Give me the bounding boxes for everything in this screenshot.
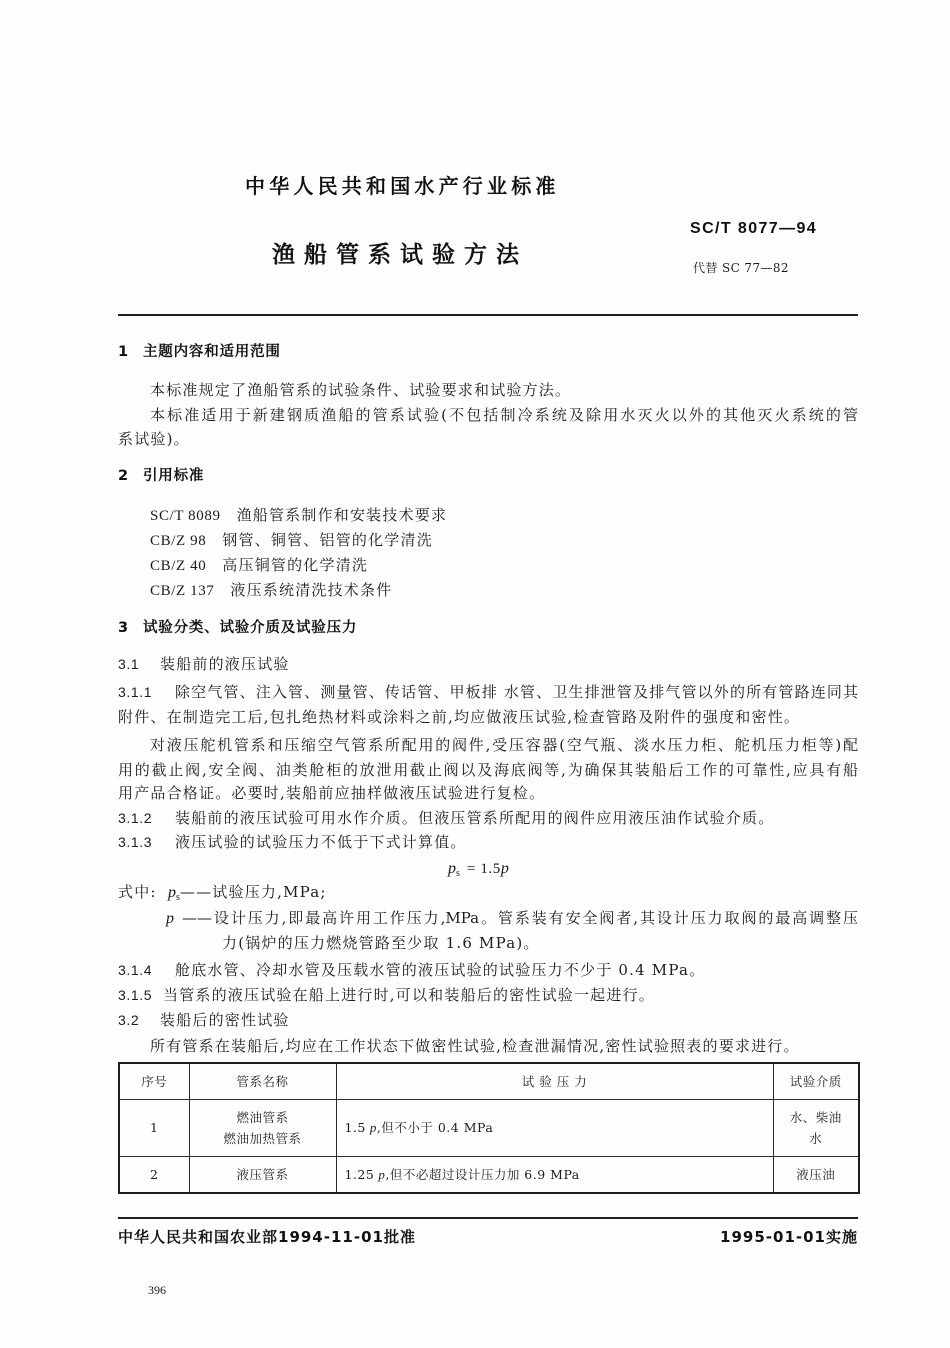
cell-test-medium — [773, 1099, 859, 1156]
reference-code: CB/Z 98 — [150, 533, 207, 549]
pipe-system-name: 液压管系 — [236, 1166, 289, 1182]
document-title: 渔船管系试验方法 — [272, 242, 528, 268]
formula-variable: p — [500, 860, 509, 877]
page-number: 396 — [148, 1283, 166, 1297]
pipe-system-name: 燃油管系 — [236, 1109, 289, 1125]
reference-item — [150, 530, 433, 550]
header-pipe-system: 管系名称 — [189, 1063, 336, 1099]
test-medium: 水 — [809, 1130, 823, 1146]
pressure-variable: p — [369, 1120, 377, 1135]
pressure-condition: ,但不小于 0.4 MPa — [376, 1120, 494, 1135]
clause-3-1-number: 3.1 — [118, 656, 140, 672]
header-rule — [118, 314, 858, 316]
reference-title: 高压铜管的化学清洗 — [222, 556, 369, 574]
symbol-variable-glyph: p — [166, 910, 174, 927]
clause-3-1-1-number: 3.1.1 — [118, 684, 153, 700]
symbol-description: ——试验压力,MPa; — [179, 883, 327, 901]
where-label: 式中: — [118, 883, 157, 901]
clause-3-1-3-text: 液压试验的试验压力不低于下式计算值。 — [175, 833, 467, 851]
clause-3-1-5-text: 当管系的液压试验在船上进行时,可以和装船后的密性试验一起进行。 — [163, 986, 655, 1004]
clause-3-2-number: 3.2 — [118, 1012, 140, 1028]
clause-3-1-1-line: 用产品合格证。必要时,装船前应抽样做液压试验进行复检。 — [118, 784, 546, 802]
clause-3-1-4-number: 3.1.4 — [118, 962, 153, 978]
table-row — [119, 1099, 859, 1156]
clause-3-1-1-line: 对液压舵机管系和压缩空气管系所配用的阀件,受压容器(空气瓶、淡水压力柜、舵机压力柜等)配 — [150, 736, 858, 754]
reference-code: CB/Z 137 — [150, 583, 215, 599]
standard-code: SC/T 8077—94 — [690, 220, 818, 237]
clause-3-2-heading: 装船后的密性试验 — [160, 1011, 290, 1029]
cell-no: 2 — [119, 1156, 189, 1193]
footer-rule — [118, 1217, 858, 1219]
cell-test-pressure — [336, 1099, 773, 1156]
reference-title: 渔船管系制作和安装技术要求 — [236, 506, 448, 524]
formula-variable: p — [448, 860, 456, 877]
clause-3-1-2-text: 装船前的液压试验可用水作介质。但液压管系所配用的阀件应用液压油作试验介质。 — [175, 809, 775, 827]
section-1-number: 1 — [118, 344, 129, 360]
cell-test-medium — [773, 1156, 859, 1193]
symbol-definition — [168, 882, 327, 902]
clause-3-2-text: 所有管系在装船后,均应在工作状态下做密性试验,检查泄漏情况,密性试验照表的要求进行。 — [150, 1037, 800, 1055]
pressure-condition: ,但不必超过设计压力加 6.9 MPa — [385, 1166, 580, 1182]
symbol-subscript: s — [176, 892, 180, 903]
section-1-line: 本标准适用于新建钢质渔船的管系试验(不包括制冷系统及除用水灭火以外的其他灭火系统的管 — [150, 406, 858, 424]
reference-code: CB/Z 40 — [150, 558, 207, 574]
standard-category: 中华人民共和国水产行业标准 — [245, 174, 560, 198]
reference-item — [150, 505, 447, 525]
section-3-number: 3 — [118, 620, 129, 636]
symbol-variable — [166, 908, 174, 928]
header-test-medium: 试验介质 — [773, 1063, 859, 1099]
section-2-heading: 引用标准 — [143, 468, 205, 484]
clause-3-1-3-number: 3.1.3 — [118, 834, 153, 850]
section-2-number: 2 — [118, 468, 129, 484]
table-header-row — [119, 1063, 859, 1099]
symbol-description-continued: 力(锅炉的压力燃烧管路至少取 1.6 MPa)。 — [222, 934, 540, 952]
clause-3-1-1-line: 除空气管、注入管、测量管、传话管、甲板排 水管、卫生排泄管及排气管以外的所有管路连同其 — [175, 683, 858, 701]
section-1-line: 本标准规定了渔船管系的试验条件、试验要求和试验方法。 — [150, 381, 572, 399]
test-medium: 水、柴油 — [789, 1109, 842, 1125]
table-row — [119, 1156, 859, 1193]
formula-expression: = 1.5 — [466, 861, 501, 877]
clause-3-1-4-text: 舱底水管、冷却水管及压载水管的液压试验的试验压力不少于 0.4 MPa。 — [175, 961, 706, 979]
cell-test-pressure — [336, 1156, 773, 1193]
approval-date: 中华人民共和国农业部1994-11-01批准 — [118, 1228, 416, 1246]
replaces-standard: 代替 SC 77—82 — [693, 261, 789, 275]
pipe-system-name: 燃油加热管系 — [223, 1130, 302, 1146]
reference-item — [150, 555, 368, 575]
pressure-coefficient: 1.25 — [344, 1166, 375, 1182]
formula-subscript: s — [456, 868, 460, 879]
effective-date: 1995-01-01实施 — [720, 1228, 858, 1246]
test-medium: 液压油 — [796, 1166, 836, 1182]
header-test-pressure: 试 验 压 力 — [336, 1063, 773, 1099]
cell-pipe-system — [189, 1099, 336, 1156]
reference-title: 液压系统清洗技术条件 — [230, 581, 393, 599]
section-3-heading: 试验分类、试验介质及试验压力 — [143, 620, 358, 636]
symbol-description: ——设计压力,即最高许用工作压力,MPa。管系装有安全阀者,其设计压力取阀的最高调整压 — [182, 909, 858, 927]
clause-3-1-1-line: 附件、在制造完工后,包扎绝热材料或涂料之前,均应做液压试验,检查管路及附件的强度和密性。 — [118, 708, 801, 726]
cell-pipe-system — [189, 1156, 336, 1193]
reference-item — [150, 580, 392, 600]
pressure-variable: p — [378, 1166, 386, 1182]
clause-3-1-2-number: 3.1.2 — [118, 810, 153, 826]
pressure-coefficient: 1.5 — [344, 1120, 366, 1135]
test-pressure-formula — [448, 858, 509, 878]
section-1-heading: 主题内容和适用范围 — [143, 344, 281, 360]
clause-3-1-5-number: 3.1.5 — [118, 987, 153, 1003]
reference-code: SC/T 8089 — [150, 508, 221, 524]
tightness-test-table — [118, 1062, 860, 1194]
reference-title: 钢管、铜管、铝管的化学清洗 — [222, 531, 433, 549]
symbol-variable: p — [168, 884, 176, 901]
clause-3-1-heading: 装船前的液压试验 — [160, 655, 290, 673]
section-1-line: 系试验)。 — [118, 430, 190, 448]
header-no: 序号 — [119, 1063, 189, 1099]
cell-no: 1 — [119, 1099, 189, 1156]
clause-3-1-1-line: 用的截止阀,安全阀、油类舱柜的放泄用截止阀以及海底阀等,为确保其装船后工作的可靠性,应具有船 — [118, 761, 858, 779]
